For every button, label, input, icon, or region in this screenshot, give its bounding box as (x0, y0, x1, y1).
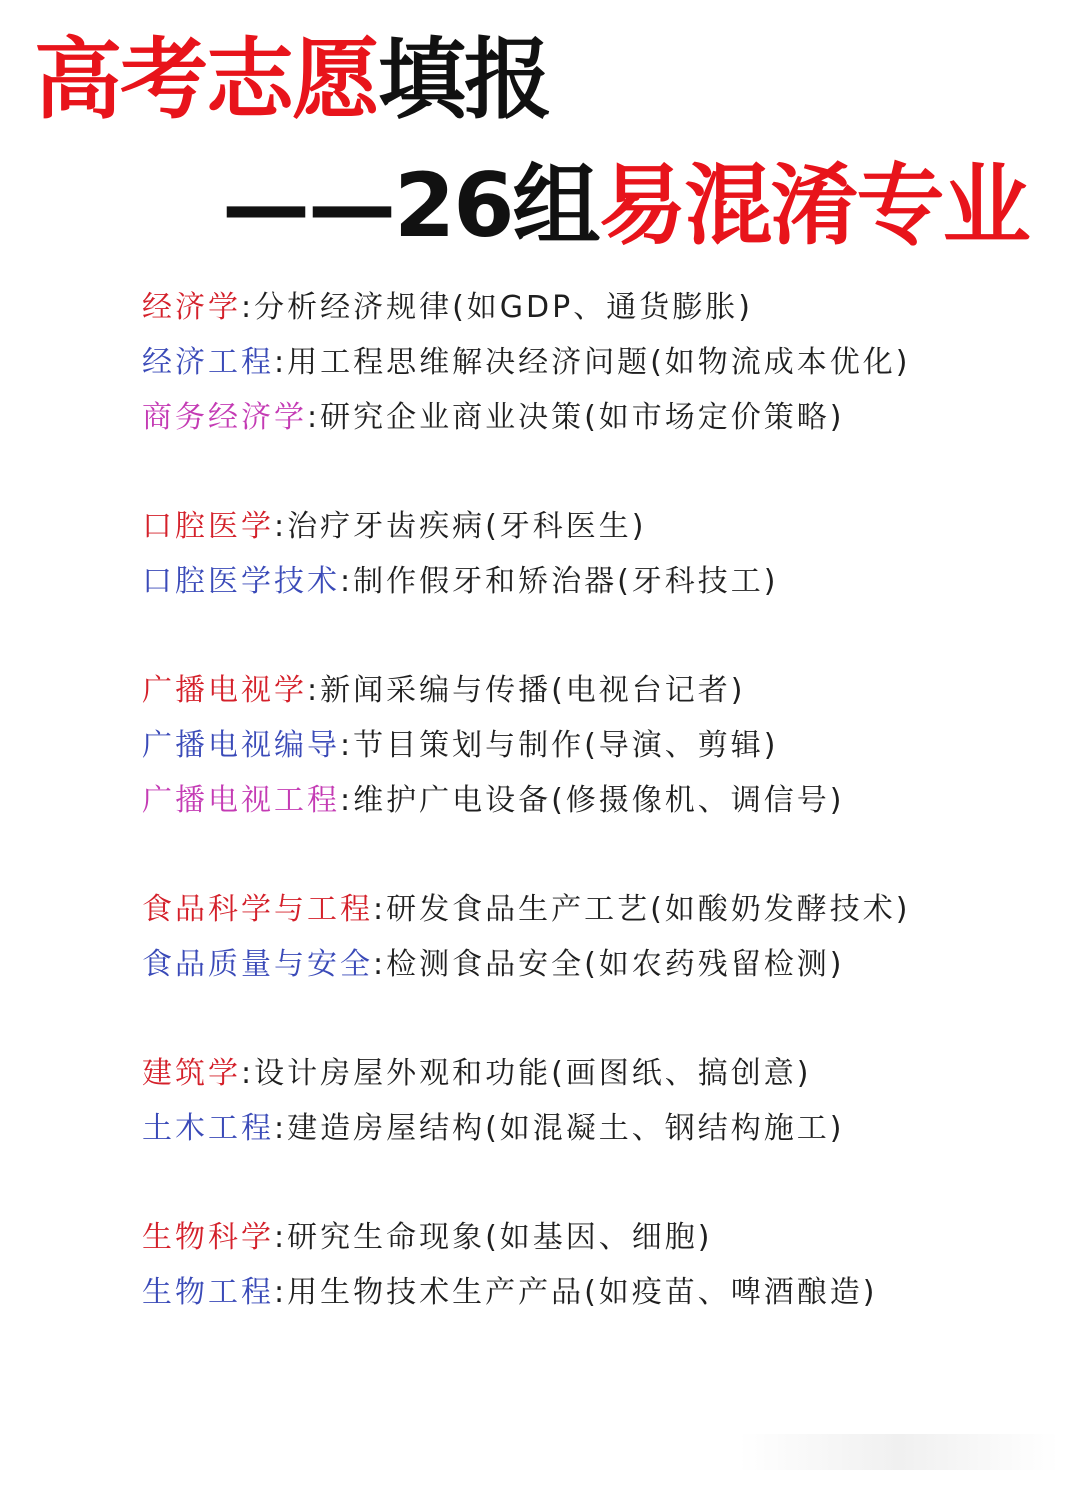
major-description: :检测食品安全(如农药残留检测) (373, 947, 845, 982)
major-description: :节目策划与制作(导演、剪辑) (340, 728, 779, 763)
major-entry (142, 1101, 1042, 1156)
major-group-architecture (142, 1046, 1042, 1156)
major-group-biology (142, 1210, 1042, 1320)
major-name: 广播电视工程 (142, 783, 340, 818)
major-description: :新闻采编与传播(电视台记者) (307, 673, 746, 708)
major-description: :设计房屋外观和功能(画图纸、搞创意) (241, 1056, 812, 1091)
major-name: 商务经济学 (142, 400, 307, 435)
major-entry (142, 937, 1042, 992)
major-name: 土木工程 (142, 1111, 274, 1146)
major-description: :分析经济规律(如GDP、通货膨胀) (241, 290, 753, 325)
major-name: 食品科学与工程 (142, 892, 373, 927)
major-name: 生物工程 (142, 1275, 274, 1310)
major-entry (142, 773, 1042, 828)
major-description: :建造房屋结构(如混凝土、钢结构施工) (274, 1111, 845, 1146)
major-entry (142, 554, 1042, 609)
title-line-1 (34, 28, 551, 131)
major-description: :研发食品生产工艺(如酸奶发酵技术) (373, 892, 911, 927)
major-entry (142, 499, 1042, 554)
major-name: 经济工程 (142, 345, 274, 380)
major-name: 口腔医学技术 (142, 564, 340, 599)
major-description: :研究企业商业决策(如市场定价策略) (307, 400, 845, 435)
major-description: :用工程思维解决经济问题(如物流成本优化) (274, 345, 911, 380)
major-description: :用生物技术生产产品(如疫苗、啤酒酿造) (274, 1275, 878, 1310)
major-entry (142, 1210, 1042, 1265)
title-line-2 (222, 154, 1029, 257)
subtitle-text: ——26组 (222, 154, 599, 257)
major-group-dental (142, 499, 1042, 609)
major-group-food (142, 882, 1042, 992)
major-entry (142, 335, 1042, 390)
major-description: :制作假牙和矫治器(牙科技工) (340, 564, 779, 599)
major-name: 口腔医学 (142, 509, 274, 544)
major-entry (142, 663, 1042, 718)
major-name: 经济学 (142, 290, 241, 325)
major-name: 建筑学 (142, 1056, 241, 1091)
major-name: 生物科学 (142, 1220, 274, 1255)
title-highlight: 高考志愿 (34, 28, 379, 131)
major-description: :研究生命现象(如基因、细胞) (274, 1220, 713, 1255)
watermark-overlay (739, 1434, 1059, 1470)
title-text: 填报 (378, 28, 551, 131)
major-name: 广播电视学 (142, 673, 307, 708)
major-entry (142, 718, 1042, 773)
subtitle-highlight: 易混淆专业 (598, 154, 1029, 257)
major-entry (142, 882, 1042, 937)
major-name: 广播电视编导 (142, 728, 340, 763)
major-name: 食品质量与安全 (142, 947, 373, 982)
major-entry (142, 390, 1042, 445)
major-description: :维护广电设备(修摄像机、调信号) (340, 783, 845, 818)
major-list (142, 280, 1042, 1374)
major-group-economics (142, 280, 1042, 445)
major-entry (142, 1046, 1042, 1101)
major-description: :治疗牙齿疾病(牙科医生) (274, 509, 647, 544)
major-group-broadcasting (142, 663, 1042, 828)
major-entry (142, 280, 1042, 335)
major-entry (142, 1265, 1042, 1320)
